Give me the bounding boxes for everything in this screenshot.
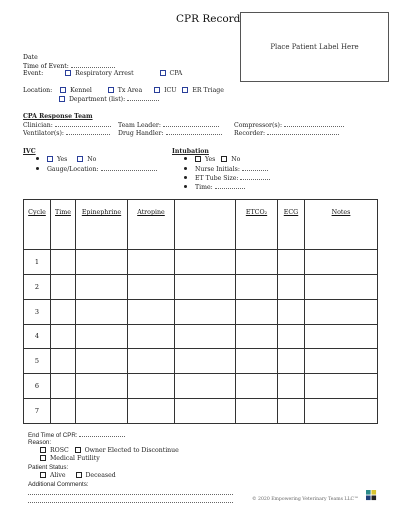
reason-row — [28, 439, 51, 446]
table-row — [24, 324, 378, 349]
team-leader-row — [118, 121, 219, 129]
table-cell[interactable] — [128, 299, 175, 324]
table-cell[interactable] — [305, 324, 378, 349]
copyright-text: © 2020 Empowering Veterinary Teams LLC™ — [252, 497, 359, 502]
recorder-field[interactable] — [267, 129, 339, 135]
intubation-time-field[interactable] — [215, 183, 245, 189]
nurse-initials-label: Nurse Initials: — [194, 166, 240, 173]
table-cell[interactable] — [51, 274, 76, 299]
table-cell[interactable] — [51, 374, 76, 399]
ventilators-row — [23, 129, 110, 137]
reason-options-row — [40, 447, 179, 454]
time-of-event-field[interactable] — [71, 62, 115, 68]
table-row — [24, 374, 378, 399]
header-atropine: Atropine — [128, 200, 175, 250]
table-cell[interactable] — [278, 374, 305, 399]
table-cell[interactable] — [305, 250, 378, 275]
cpr-cycle-table — [23, 199, 378, 424]
ivc-no-checkbox[interactable] — [77, 156, 83, 162]
tx-area-label: Tx Area — [117, 87, 143, 94]
table-cell[interactable] — [128, 274, 175, 299]
et-tube-size-row — [184, 174, 270, 182]
compressors-field[interactable] — [284, 121, 344, 127]
clinician-label: Clinician: — [23, 122, 53, 129]
ivc-gauge-label: Gauge/Location: — [46, 166, 99, 173]
table-cell[interactable] — [175, 349, 236, 374]
clinician-row — [23, 121, 111, 129]
header-epinephrine: Epinephrine — [76, 200, 128, 250]
table-cell[interactable] — [128, 324, 175, 349]
reason-label: Reason: — [28, 439, 52, 446]
intubation-no-label: No — [231, 156, 241, 163]
comments-line-2[interactable] — [28, 497, 233, 503]
additional-comments-row — [28, 481, 89, 488]
table-cell[interactable] — [51, 349, 76, 374]
medical-futility-label: Medical Futility — [49, 455, 100, 462]
cpa-label: CPA — [169, 70, 183, 77]
ivc-yes-checkbox[interactable] — [47, 156, 53, 162]
intubation-yes-checkbox[interactable] — [195, 156, 201, 162]
table-cell[interactable] — [76, 250, 128, 275]
table-cell[interactable] — [175, 250, 236, 275]
department-checkbox[interactable] — [59, 96, 65, 102]
table-cell[interactable] — [128, 349, 175, 374]
table-cell[interactable] — [175, 374, 236, 399]
ivc-yes-label: Yes — [56, 156, 68, 163]
table-cell[interactable] — [76, 274, 128, 299]
ivc-gauge-field[interactable] — [101, 165, 157, 171]
et-tube-size-field[interactable] — [240, 174, 270, 180]
status-options-row — [40, 472, 116, 479]
table-cell[interactable] — [278, 399, 305, 424]
table-cell[interactable] — [278, 250, 305, 275]
location-label: Location: — [23, 87, 53, 94]
intubation-time-label: Time: — [194, 184, 213, 191]
table-cell[interactable] — [76, 299, 128, 324]
ivc-heading — [23, 148, 36, 155]
table-header-row — [24, 200, 378, 250]
nurse-initials-row — [184, 165, 268, 173]
cycle-number: 2 — [24, 274, 51, 299]
table-cell[interactable] — [175, 324, 236, 349]
table-cell[interactable] — [51, 250, 76, 275]
table-cell[interactable] — [51, 399, 76, 424]
team-leader-label: Team Leader: — [118, 122, 161, 129]
location-row — [23, 87, 224, 94]
event-label: Event: — [23, 70, 44, 77]
table-cell[interactable] — [76, 349, 128, 374]
drug-handler-field[interactable] — [166, 129, 222, 135]
drug-handler-row — [118, 129, 222, 137]
bullet-icon — [184, 157, 187, 160]
event-row — [23, 70, 182, 77]
cpa-checkbox[interactable] — [160, 70, 166, 76]
table-cell[interactable] — [51, 299, 76, 324]
patient-status-row — [28, 464, 68, 471]
table-cell[interactable] — [128, 374, 175, 399]
compressors-label: Compressor(s): — [234, 122, 283, 129]
table-cell[interactable] — [128, 250, 175, 275]
department-field[interactable] — [127, 95, 159, 101]
intubation-heading — [172, 148, 209, 155]
patient-status-label: Patient Status: — [28, 464, 69, 471]
table-cell[interactable] — [236, 399, 278, 424]
medical-futility-row — [40, 455, 100, 462]
table-row — [24, 274, 378, 299]
bullet-icon — [184, 176, 187, 179]
header-time: Time — [51, 200, 76, 250]
table-cell[interactable] — [175, 299, 236, 324]
er-triage-checkbox[interactable] — [182, 87, 188, 93]
department-row — [59, 95, 159, 103]
ventilators-label: Ventilator(s): — [23, 130, 64, 137]
team-heading-text: CPA Response Team — [23, 113, 93, 120]
ivc-yes-no-row — [36, 156, 96, 163]
cycle-number: 6 — [24, 374, 51, 399]
table-cell[interactable] — [278, 349, 305, 374]
clinician-field[interactable] — [55, 121, 111, 127]
additional-comments-label: Additional Comments: — [28, 481, 89, 488]
cycle-number: 4 — [24, 324, 51, 349]
intubation-yes-label: Yes — [204, 156, 216, 163]
table-cell[interactable] — [236, 274, 278, 299]
header-cycle: Cycle — [24, 200, 51, 250]
intubation-time-row — [184, 183, 245, 191]
table-cell[interactable] — [76, 374, 128, 399]
cycle-number: 1 — [24, 250, 51, 275]
table-cell[interactable] — [305, 399, 378, 424]
table-row — [24, 250, 378, 275]
deceased-checkbox[interactable] — [76, 472, 82, 478]
header-ecg: ECG — [278, 200, 305, 250]
ivc-gauge-row — [36, 165, 157, 173]
bullet-icon — [184, 167, 187, 170]
table-cell[interactable] — [175, 399, 236, 424]
kennel-label: Kennel — [70, 87, 92, 94]
ivc-no-label: No — [87, 156, 97, 163]
team-heading — [23, 113, 93, 120]
cycle-number: 5 — [24, 349, 51, 374]
team-leader-field[interactable] — [163, 121, 219, 127]
bullet-icon — [36, 167, 39, 170]
rosc-checkbox[interactable] — [40, 447, 46, 453]
end-time-label: End Time of CPR: — [28, 432, 78, 439]
table-cell[interactable] — [236, 349, 278, 374]
er-triage-label: ER Triage — [192, 87, 224, 94]
table-cell[interactable] — [175, 274, 236, 299]
ivc-heading-text: IVC — [23, 148, 36, 155]
drug-handler-label: Drug Handler: — [118, 130, 164, 137]
kennel-checkbox[interactable] — [60, 87, 66, 93]
ventilators-field[interactable] — [66, 129, 110, 135]
et-tube-size-label: ET Tube Size: — [194, 175, 239, 182]
respiratory-arrest-checkbox[interactable] — [65, 70, 71, 76]
table-cell[interactable] — [305, 274, 378, 299]
table-cell[interactable] — [278, 274, 305, 299]
cycle-number: 7 — [24, 399, 51, 424]
icu-label: ICU — [164, 87, 177, 94]
alive-checkbox[interactable] — [40, 472, 46, 478]
table-cell[interactable] — [278, 299, 305, 324]
table-cell[interactable] — [236, 299, 278, 324]
table-row — [24, 349, 378, 374]
end-time-field[interactable] — [79, 431, 125, 437]
time-of-event-row — [23, 62, 115, 70]
rosc-label: ROSC — [49, 447, 69, 454]
time-of-event-label: Time of Event: — [23, 63, 69, 70]
table-cell[interactable] — [305, 349, 378, 374]
intubation-yes-no-row — [184, 156, 240, 163]
table-cell[interactable] — [236, 250, 278, 275]
comments-line-1[interactable] — [28, 489, 233, 495]
table-cell[interactable] — [236, 324, 278, 349]
company-logo-icon — [366, 490, 377, 501]
nurse-initials-field[interactable] — [242, 165, 268, 171]
end-time-row — [28, 431, 125, 439]
bullet-icon — [184, 185, 187, 188]
table-cell[interactable] — [76, 324, 128, 349]
header-notes: Notes — [305, 200, 378, 250]
icu-checkbox[interactable] — [154, 87, 160, 93]
date-label: Date — [23, 54, 38, 61]
patient-label-text: Place Patient Label Here — [270, 43, 359, 51]
cycle-number: 3 — [24, 299, 51, 324]
table-cell[interactable] — [305, 299, 378, 324]
respiratory-arrest-label: Respiratory Arrest — [75, 70, 134, 77]
alive-label: Alive — [49, 472, 66, 479]
bullet-icon — [36, 157, 39, 160]
deceased-label: Deceased — [85, 472, 116, 479]
recorder-label: Recorder: — [234, 130, 266, 137]
table-cell[interactable] — [76, 399, 128, 424]
table-row — [24, 299, 378, 324]
medical-futility-checkbox[interactable] — [40, 455, 46, 461]
compressors-row — [234, 121, 344, 129]
header-blank — [175, 200, 236, 250]
patient-label-box — [240, 12, 389, 82]
intubation-no-checkbox[interactable] — [221, 156, 227, 162]
table-cell[interactable] — [278, 324, 305, 349]
page-title: CPR Record — [176, 13, 241, 25]
date-row — [23, 54, 38, 61]
intubation-heading-text: Intubation — [172, 148, 209, 155]
table-cell[interactable] — [305, 374, 378, 399]
tx-area-checkbox[interactable] — [108, 87, 114, 93]
header-etco2: ETCO₂ — [236, 200, 278, 250]
owner-elected-label: Owner Elected to Discontinue — [84, 447, 179, 454]
recorder-row — [234, 129, 339, 137]
table-cell[interactable] — [128, 399, 175, 424]
table-cell[interactable] — [236, 374, 278, 399]
table-row — [24, 399, 378, 424]
owner-elected-checkbox[interactable] — [75, 447, 81, 453]
department-label: Department (list): — [68, 96, 126, 103]
table-cell[interactable] — [51, 324, 76, 349]
